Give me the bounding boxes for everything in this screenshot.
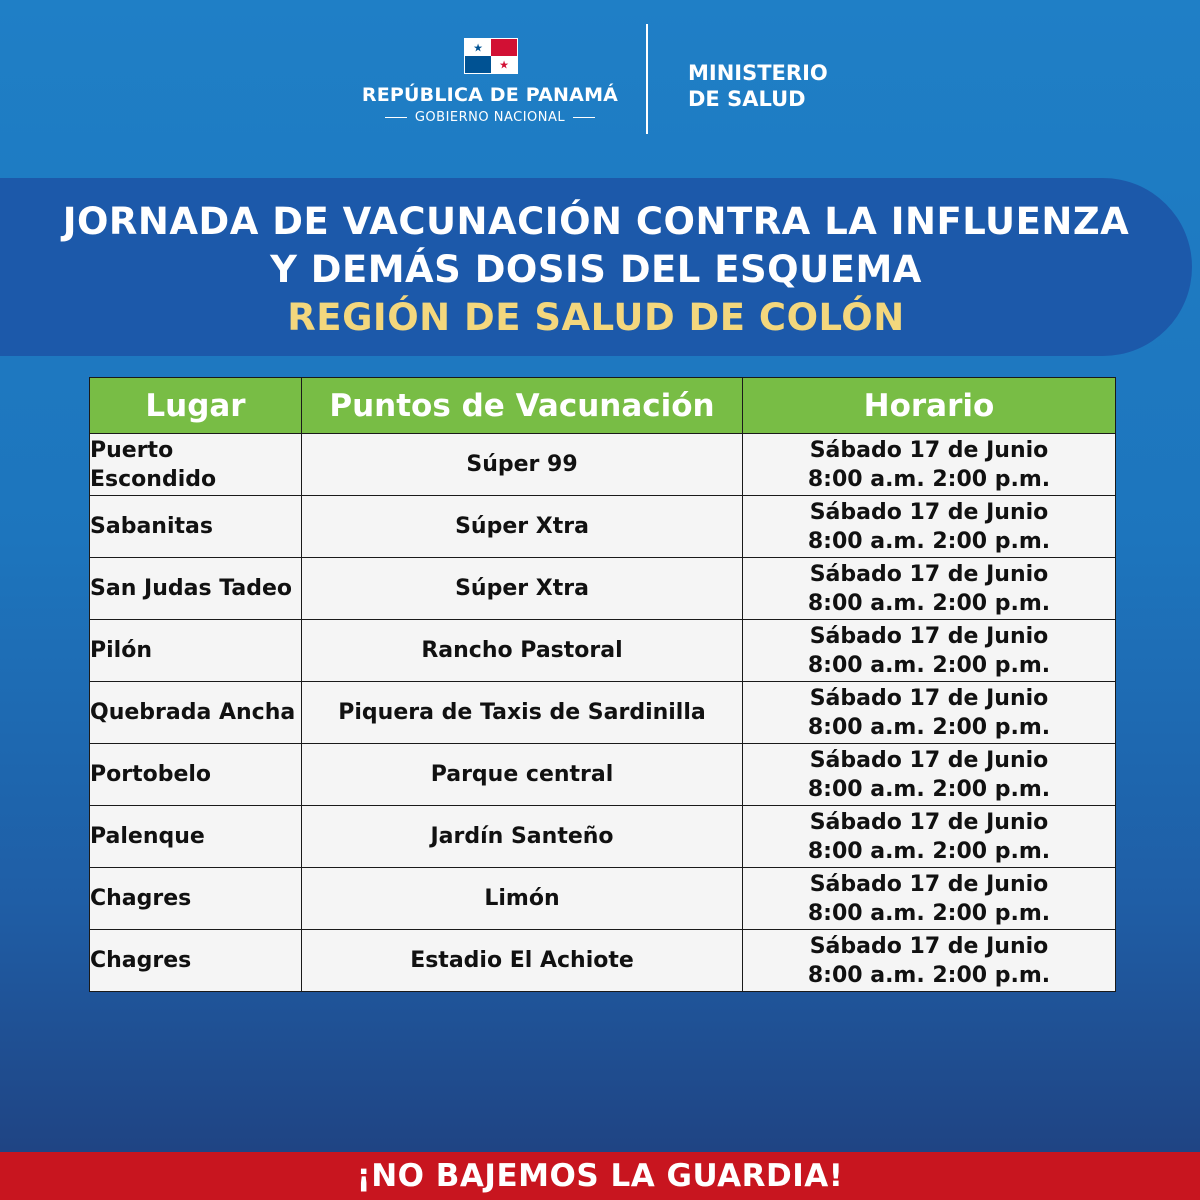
cell-horario bbox=[743, 744, 1116, 806]
cell-punto: Jardín Santeño bbox=[302, 806, 743, 868]
panama-flag-icon bbox=[464, 38, 518, 74]
cell-lugar: Palenque bbox=[90, 806, 302, 868]
cell-hora: 8:00 a.m. 2:00 p.m. bbox=[807, 466, 1051, 492]
republic-name: REPÚBLICA DE PANAMÁ bbox=[361, 84, 619, 106]
cell-lugar: Quebrada Ancha bbox=[90, 682, 302, 744]
table-row bbox=[90, 744, 1116, 806]
flag-blue-quarter bbox=[465, 56, 491, 73]
cell-fecha: Sábado 17 de Junio bbox=[809, 871, 1049, 897]
cell-fecha: Sábado 17 de Junio bbox=[809, 623, 1049, 649]
ministry-line2: DE SALUD bbox=[688, 87, 806, 111]
cell-fecha: Sábado 17 de Junio bbox=[809, 437, 1049, 463]
header bbox=[0, 0, 1200, 170]
cell-horario bbox=[743, 868, 1116, 930]
government-text: GOBIERNO NACIONAL bbox=[414, 110, 566, 125]
table-row bbox=[90, 868, 1116, 930]
cell-punto: Estadio El Achiote bbox=[302, 930, 743, 992]
cell-horario bbox=[743, 558, 1116, 620]
flag-white-blue-star: ★ bbox=[465, 39, 491, 56]
header-lugar: Lugar bbox=[90, 378, 302, 434]
cell-punto: Súper 99 bbox=[302, 434, 743, 496]
cell-lugar: Puerto Escondido bbox=[90, 434, 302, 496]
banner-region: REGIÓN DE SALUD DE COLÓN bbox=[287, 296, 905, 339]
table-row bbox=[90, 620, 1116, 682]
header-divider bbox=[646, 24, 648, 134]
footer-slogan: ¡NO BAJEMOS LA GUARDIA! bbox=[0, 1152, 1200, 1200]
cell-fecha: Sábado 17 de Junio bbox=[809, 933, 1049, 959]
cell-hora: 8:00 a.m. 2:00 p.m. bbox=[807, 652, 1051, 678]
cell-lugar: Pilón bbox=[90, 620, 302, 682]
cell-hora: 8:00 a.m. 2:00 p.m. bbox=[807, 528, 1051, 554]
cell-hora: 8:00 a.m. 2:00 p.m. bbox=[807, 590, 1051, 616]
cell-punto: Rancho Pastoral bbox=[302, 620, 743, 682]
table-row bbox=[90, 558, 1116, 620]
cell-fecha: Sábado 17 de Junio bbox=[809, 809, 1049, 835]
dash-right bbox=[573, 117, 595, 118]
cell-hora: 8:00 a.m. 2:00 p.m. bbox=[807, 962, 1051, 988]
dash-left bbox=[385, 117, 407, 118]
table-row bbox=[90, 682, 1116, 744]
cell-horario bbox=[743, 496, 1116, 558]
cell-horario bbox=[743, 682, 1116, 744]
cell-hora: 8:00 a.m. 2:00 p.m. bbox=[807, 838, 1051, 864]
cell-fecha: Sábado 17 de Junio bbox=[809, 685, 1049, 711]
cell-fecha: Sábado 17 de Junio bbox=[809, 747, 1049, 773]
table-row bbox=[90, 806, 1116, 868]
cell-hora: 8:00 a.m. 2:00 p.m. bbox=[807, 900, 1051, 926]
title-banner bbox=[0, 178, 1192, 356]
cell-punto: Súper Xtra bbox=[302, 558, 743, 620]
cell-hora: 8:00 a.m. 2:00 p.m. bbox=[807, 776, 1051, 802]
banner-title-line2: Y DEMÁS DOSIS DEL ESQUEMA bbox=[270, 248, 922, 291]
cell-horario bbox=[743, 930, 1116, 992]
cell-lugar: San Judas Tadeo bbox=[90, 558, 302, 620]
ministry-name bbox=[688, 60, 828, 112]
cell-horario bbox=[743, 620, 1116, 682]
cell-lugar: Sabanitas bbox=[90, 496, 302, 558]
table-header-row bbox=[90, 378, 1116, 434]
government-label bbox=[340, 110, 640, 125]
banner-title-line1: JORNADA DE VACUNACIÓN CONTRA LA INFLUENZA bbox=[62, 200, 1130, 243]
cell-horario bbox=[743, 434, 1116, 496]
cell-lugar: Chagres bbox=[90, 930, 302, 992]
flag-red-quarter bbox=[491, 39, 517, 56]
cell-punto: Súper Xtra bbox=[302, 496, 743, 558]
cell-punto: Limón bbox=[302, 868, 743, 930]
cell-lugar: Portobelo bbox=[90, 744, 302, 806]
table-row bbox=[90, 434, 1116, 496]
cell-hora: 8:00 a.m. 2:00 p.m. bbox=[807, 714, 1051, 740]
cell-punto: Parque central bbox=[302, 744, 743, 806]
vaccination-schedule-table bbox=[89, 377, 1116, 992]
cell-lugar: Chagres bbox=[90, 868, 302, 930]
cell-fecha: Sábado 17 de Junio bbox=[809, 561, 1049, 587]
header-puntos: Puntos de Vacunación bbox=[302, 378, 743, 434]
cell-fecha: Sábado 17 de Junio bbox=[809, 499, 1049, 525]
cell-punto: Piquera de Taxis de Sardinilla bbox=[302, 682, 743, 744]
cell-horario bbox=[743, 806, 1116, 868]
header-horario: Horario bbox=[743, 378, 1116, 434]
table-row bbox=[90, 496, 1116, 558]
flag-white-red-star: ★ bbox=[491, 56, 517, 73]
table-row bbox=[90, 930, 1116, 992]
ministry-line1: MINISTERIO bbox=[688, 61, 828, 85]
